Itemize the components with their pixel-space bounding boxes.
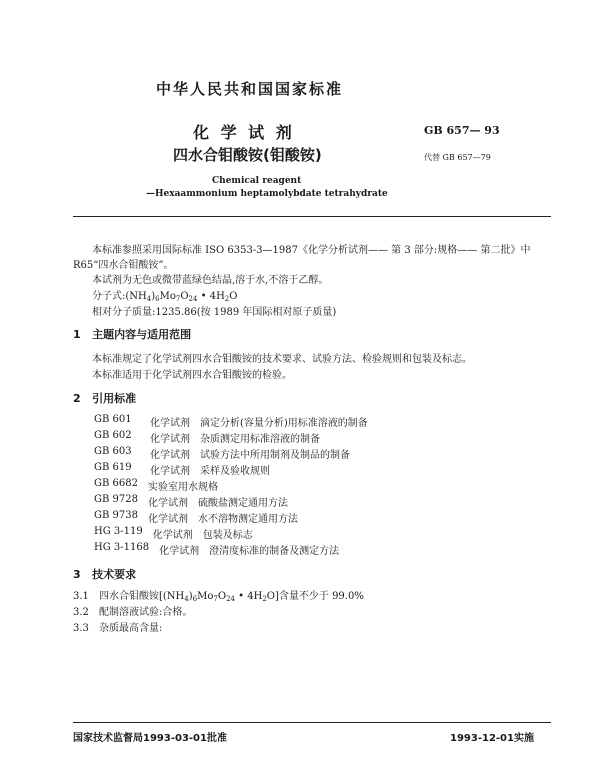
- section-3-title: 技术要求: [92, 568, 137, 581]
- requirement-3-1: 3.1 四水合钼酸铵[$(NH_4)_6Mo_7O_{24}$ • $4H_2O$]含量不少于 99.0%: [73, 591, 364, 603]
- section-2-title: 引用标准: [92, 392, 137, 405]
- cn-title-line2: 四水合钼酸铵(钼酸铵): [173, 146, 322, 164]
- header-divider: [73, 216, 551, 217]
- national-standard-title: 中华人民共和国国家标准: [156, 80, 344, 98]
- std-number: GB 657— 93: [424, 124, 500, 137]
- reference-item: GB 603 化学试剂 试验方法中所用制剂及制品的制备: [94, 446, 350, 461]
- footer-divider: [73, 722, 551, 723]
- section-1-title: 主题内容与适用范围: [92, 328, 192, 341]
- reference-item: GB 9728 化学试剂 硫酸盐测定通用方法: [94, 494, 288, 509]
- en-title-line1: Chemical reagent: [212, 176, 302, 186]
- intro-p1-line1: 本标准参照采用国际标准 ISO 6353-3—1987《化学分析试剂—— 第 3 部分:规格—— 第二批》中: [92, 245, 531, 256]
- section-1-number: 1: [73, 328, 81, 341]
- cn-title-line1: 化 学 试 剂: [193, 123, 295, 142]
- reference-item: HG 3-119 化学试剂 包装及标志: [94, 526, 253, 541]
- section-2-number: 2: [73, 392, 81, 405]
- reference-item: GB 6682 实验室用水规格: [94, 478, 218, 493]
- section-1-p2: 本标准适用于化学试剂四水合钼酸铵的检验。: [92, 370, 292, 381]
- implementation-date: 1993-12-01实施: [450, 733, 534, 744]
- replaces-note: 代替 GB 657—79: [424, 153, 491, 162]
- en-title-line2: —Hexaammonium heptamolybdate tetrahydrate: [146, 189, 388, 199]
- requirement-3-2: 3.2 配制溶液试验:合格。: [73, 607, 193, 618]
- section-1-heading: [73, 326, 191, 342]
- formula-line: [92, 287, 237, 303]
- formula: $(NH_4)_6Mo_7O_{24}$ • $4H_2O$: [125, 291, 238, 303]
- intro-p1-line2: R65“四水合钼酸铵”。: [73, 260, 174, 271]
- relative-molecular-mass: 相对分子质量:1235.86(按 1989 年国际相对原子质量): [92, 307, 337, 318]
- reference-item: GB 601 化学试剂 滴定分析(容量分析)用标准溶液的制备: [94, 414, 368, 429]
- formula-label: 分子式:: [92, 291, 126, 302]
- section-2-heading: [73, 390, 136, 406]
- intro-p2: 本试剂为无色或微带蓝绿色结晶,溶于水,不溶于乙醇。: [92, 275, 329, 286]
- section-3-heading: [73, 566, 136, 582]
- requirement-3-3: 3.3 杂质最高含量:: [73, 623, 163, 634]
- reference-item: GB 9738 化学试剂 水不溶物测定通用方法: [94, 510, 298, 525]
- section-3-number: 3: [73, 568, 81, 581]
- reference-item: GB 602 化学试剂 杂质测定用标准溶液的制备: [94, 430, 320, 445]
- reference-item: GB 619 化学试剂 采样及验收规则: [94, 462, 270, 477]
- approval-note: 国家技术监督局1993-03-01批准: [73, 733, 227, 744]
- section-1-p1: 本标准规定了化学试剂四水合钼酸铵的技术要求、试验方法、检验规则和包装及标志。: [92, 354, 472, 365]
- reference-item: HG 3-1168 化学试剂 澄清度标准的制备及测定方法: [94, 542, 340, 557]
